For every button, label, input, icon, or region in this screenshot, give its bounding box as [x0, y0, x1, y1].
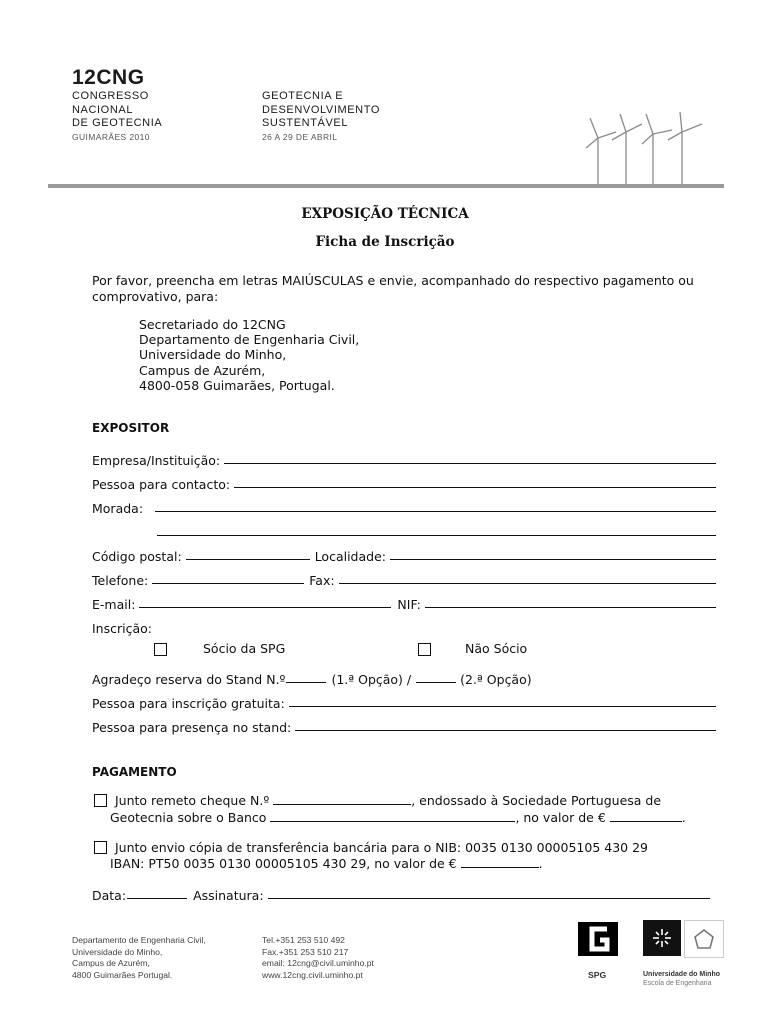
footer-email[interactable]: email: 12cng@civil.uminho.pt: [262, 958, 374, 968]
nif-field[interactable]: [425, 606, 716, 608]
stand-option-1-field[interactable]: [286, 681, 326, 683]
iban-label: IBAN: PT50 0035 0130 00005105 430 29, no valor de €: [110, 856, 457, 871]
postal-row: [92, 546, 716, 564]
phone-label: Telefone:: [92, 573, 149, 588]
address-line: Secretariado do 12CNG: [139, 317, 286, 332]
footer-address-line: Universidade do Minho,: [72, 946, 163, 957]
email-field[interactable]: [139, 606, 391, 608]
socio-checkbox[interactable]: [154, 643, 167, 656]
cheque-label: Junto remeto cheque N.º: [115, 793, 270, 808]
phone-row: [92, 570, 716, 588]
footer-address-line: 4800 Guimarães Portugal.: [72, 969, 173, 980]
gratuita-row: [92, 693, 716, 711]
form-subtitle: Ficha de Inscrição: [315, 234, 455, 250]
transfer-checkbox[interactable]: [94, 841, 107, 854]
footer-address-line: Departamento de Engenharia Civil,: [72, 935, 206, 945]
transfer-line-1: Junto envio cópia de transferência bancária para o NIB: 0035 0130 00005105 430 29: [115, 840, 648, 855]
organizer-block: [72, 90, 162, 144]
uminho-caption: [643, 970, 720, 988]
fax-field[interactable]: [339, 582, 716, 584]
intro-text: Por favor, preencha em letras MAIÚSCULAS e envie, acompanhado do respectivo pagamento ou comprovativo, para:: [92, 273, 694, 304]
nif-label: NIF:: [397, 597, 421, 612]
footer-website[interactable]: www.12cng.civil.uminho.pt: [262, 969, 363, 980]
fax-label: Fax:: [309, 573, 335, 588]
footer-phone: Tel.+351 253 510 492: [262, 935, 345, 945]
footer-address: [72, 935, 206, 981]
uminho-symbol-icon: [643, 920, 681, 956]
spg-label: SPG: [588, 970, 607, 980]
stand-label: Agradeço reserva do Stand N.º: [92, 672, 286, 687]
org-line: DE GEOTECNIA: [72, 117, 163, 129]
pagamento-heading: PAGAMENTO: [92, 765, 177, 779]
address-line: Universidade do Minho,: [139, 347, 287, 363]
address-line: 4800-058 Guimarães, Portugal.: [139, 377, 335, 393]
nao-socio-label: Não Sócio: [465, 641, 528, 656]
postal-address: [139, 317, 359, 393]
morada-row-2: [157, 522, 716, 540]
footer-fax: Fax.+351 253 510 217: [262, 946, 349, 957]
presenca-field[interactable]: [295, 729, 716, 731]
date-label: Data:: [92, 888, 127, 903]
uminho-school: Escola de Engenharia: [643, 980, 712, 987]
cheque-number-field[interactable]: [273, 793, 411, 805]
postal-code-field[interactable]: [186, 558, 310, 560]
stand-option-2-field[interactable]: [416, 681, 456, 683]
org-line: CONGRESSO: [72, 90, 149, 102]
address-line: Campus de Azurém,: [139, 362, 266, 378]
org-line: NACIONAL: [72, 103, 134, 116]
morada-field[interactable]: [155, 510, 716, 512]
signature-field[interactable]: [268, 897, 710, 899]
form-title: EXPOSIÇÃO TÉCNICA: [301, 206, 469, 222]
presenca-label: Pessoa para presença no stand:: [92, 720, 292, 735]
theme-line: GEOTECNIA E: [262, 90, 344, 102]
inscricao-row: [92, 618, 716, 636]
email-row: [92, 594, 716, 612]
uminho-school-icon: [684, 920, 724, 958]
locality-field[interactable]: [390, 558, 716, 560]
theme-line: DESENVOLVIMENTO: [262, 103, 381, 116]
theme-line: SUSTENTÁVEL: [262, 117, 349, 129]
morada-label: Morada:: [92, 501, 144, 516]
socio-label: Sócio da SPG: [203, 641, 286, 656]
date-field[interactable]: [127, 897, 187, 899]
cheque-value-label: , no valor de €: [515, 810, 606, 825]
gratuita-label: Pessoa para inscrição gratuita:: [92, 696, 285, 711]
expositor-heading: EXPOSITOR: [92, 421, 170, 435]
theme-block: [262, 90, 380, 144]
cheque-value-field[interactable]: [610, 810, 682, 822]
presenca-row: [92, 717, 716, 735]
bank-label: Geotecnia sobre o Banco: [110, 810, 267, 825]
cheque-line-1: [115, 793, 661, 808]
morada-row: [92, 498, 716, 516]
cheque-endorse-text: , endossado à Sociedade Portuguesa de: [411, 793, 662, 808]
transfer-value-field[interactable]: [461, 856, 539, 868]
footer-contacts: [262, 935, 374, 981]
signature-label: Assinatura:: [193, 888, 264, 903]
cheque-checkbox[interactable]: [94, 794, 107, 807]
empresa-row: [92, 450, 716, 468]
spg-logo-icon: [578, 922, 618, 956]
phone-field[interactable]: [152, 582, 304, 584]
org-sub: GUIMARÃES 2010: [72, 131, 150, 142]
signature-row: [92, 885, 710, 903]
bank-field[interactable]: [270, 810, 515, 822]
locality-label: Localidade:: [314, 549, 386, 564]
event-logo: 12CNG: [72, 66, 145, 89]
email-label: E-mail:: [92, 597, 136, 612]
stand-option-2-label: (2.ª Opção): [460, 672, 532, 687]
uminho-name: Universidade do Minho: [643, 971, 721, 978]
nao-socio-checkbox[interactable]: [418, 643, 431, 656]
wind-turbines-illustration: [580, 110, 710, 188]
contact-field[interactable]: [234, 486, 716, 488]
transfer-line-2: IBAN: PT50 0035 0130 00005105 430 29, no valor de € .: [110, 856, 543, 871]
header-ground-line: [48, 184, 724, 188]
gratuita-field[interactable]: [289, 705, 716, 707]
inscricao-label: Inscrição:: [92, 621, 152, 636]
morada-field-2[interactable]: [157, 534, 716, 536]
empresa-label: Empresa/Instituição:: [92, 453, 221, 468]
footer-address-line: Campus de Azurém,: [72, 958, 150, 968]
postal-code-label: Código postal:: [92, 549, 182, 564]
stand-option-1-label: (1.ª Opção) /: [331, 672, 412, 687]
event-dates: 26 A 29 DE ABRIL: [262, 131, 338, 142]
address-line: Departamento de Engenharia Civil,: [139, 332, 360, 348]
stand-row: [92, 669, 716, 687]
empresa-field[interactable]: [224, 462, 716, 464]
contact-label: Pessoa para contacto:: [92, 477, 231, 492]
cheque-line-2: Geotecnia sobre o Banco , no valor de € .: [110, 810, 686, 825]
contact-row: [92, 474, 716, 492]
